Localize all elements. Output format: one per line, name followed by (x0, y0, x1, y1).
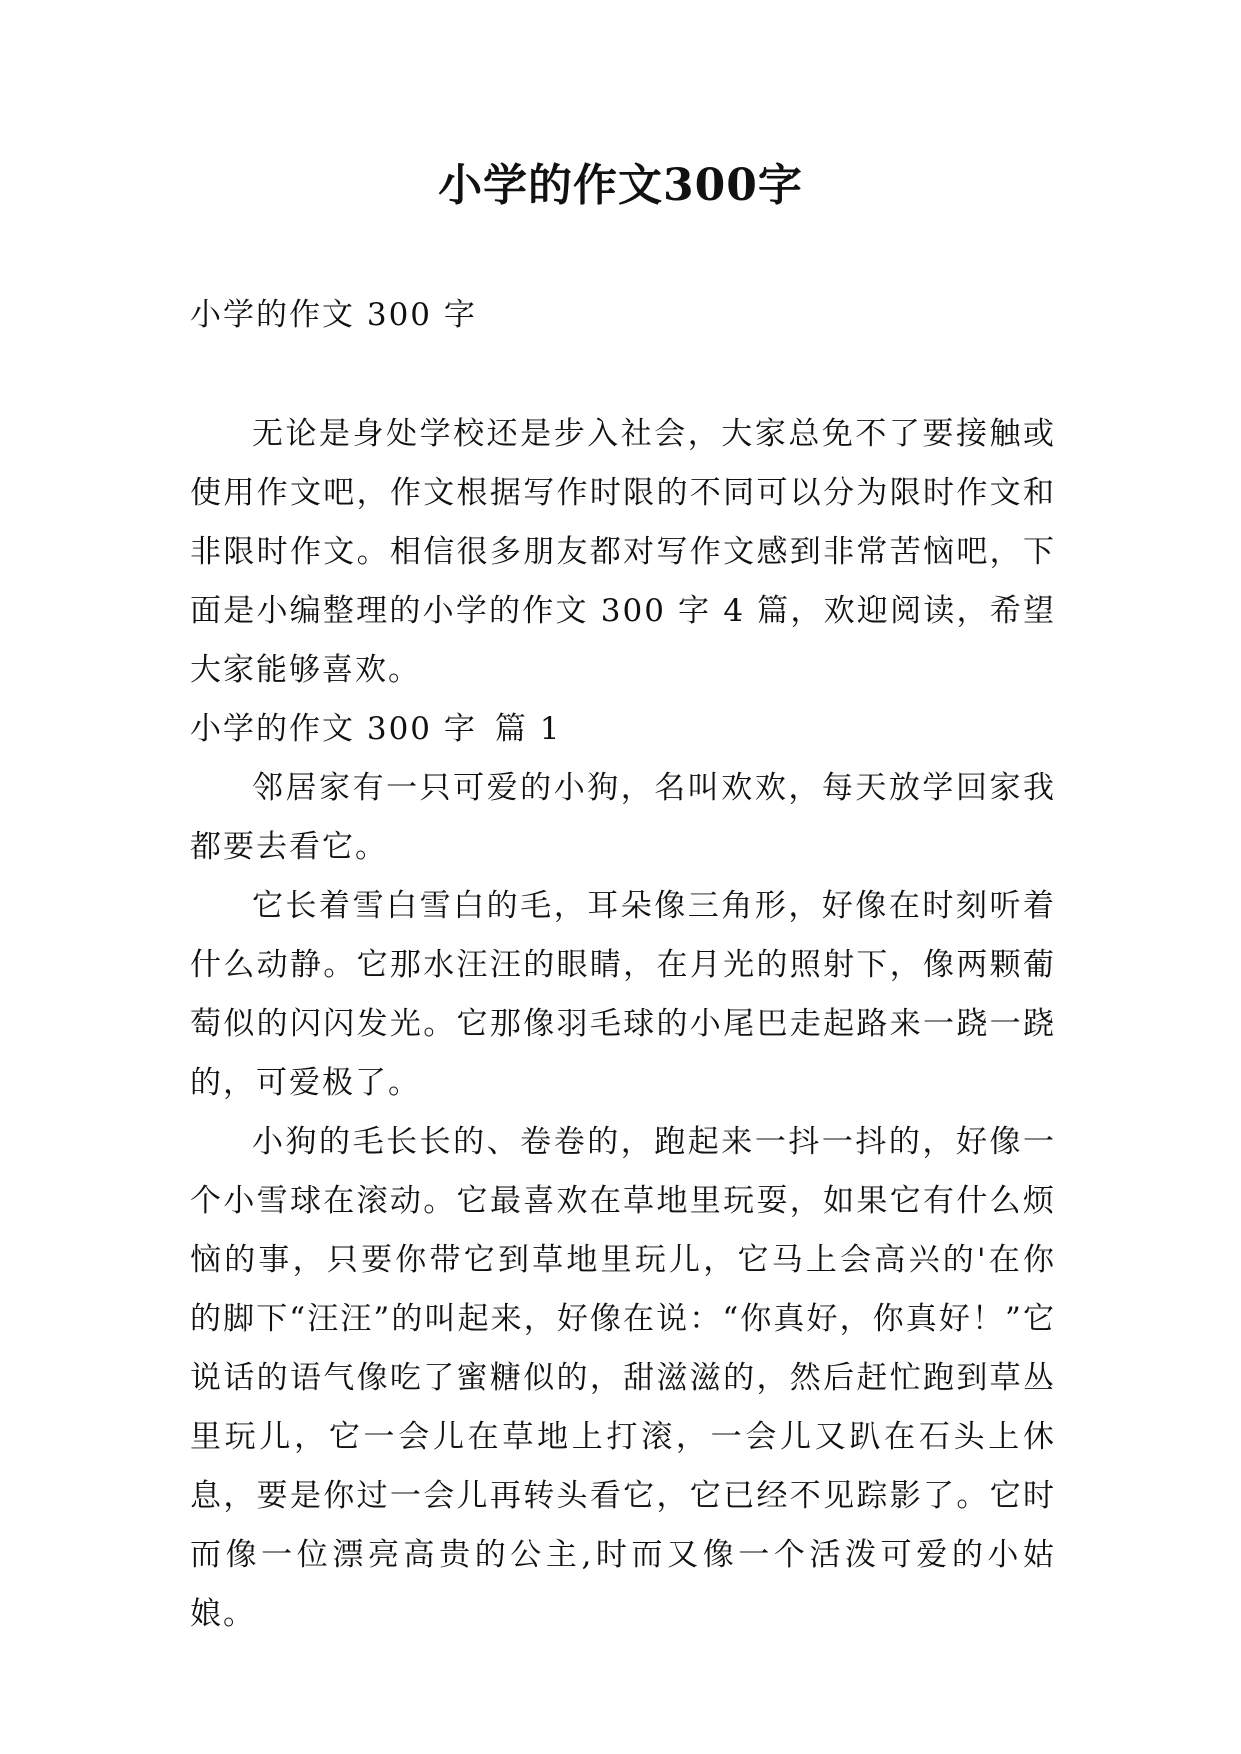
section-heading-text: 小学的作文 300 字 (190, 711, 477, 747)
body-paragraph-3: 小狗的毛长长的、卷卷的，跑起来一抖一抖的，好像一个小雪球在滚动。它最喜欢在草地里玩耍，如果它有什么烦恼的事，只要你带它到草地里玩儿，它马上会高兴的'在你的脚下“汪汪”的叫起来，好像在说：“你真好，你真好！”它说话的语气像吃了蜜糖似的，甜滋滋的，然后赶忙跑到草丛里玩儿，它一会儿在草地上打滚，一会儿又趴在石头上休息，要是你过一会儿再转头看它，它已经不见踪影了。它时而像一位漂亮高贵的公主,时而又像一个活泼可爱的小姑娘。 (190, 1124, 1056, 1632)
body-paragraph-2: 它长着雪白雪白的毛，耳朵像三角形，好像在时刻听着什么动静。它那水汪汪的眼睛，在月光的照射下，像两颗葡萄似的闪闪发光。它那像羽毛球的小尾巴走起路来一跷一跷的，可爱极了。 (190, 888, 1056, 1101)
document-title: 小学的作文300字 (438, 160, 803, 211)
body-paragraph-1: 邻居家有一只可爱的小狗，名叫欢欢，每天放学回家我都要去看它。 (190, 770, 1056, 865)
section-heading (190, 700, 1056, 759)
intro-paragraph: 无论是身处学校还是步入社会，大家总免不了要接触或使用作文吧，作文根据写作时限的不同可以分为限时作文和非限时作文。相信很多朋友都对写作文感到非常苦恼吧，下面是小编整理的小学的作文 300 字 4 篇，欢迎阅读，希望大家能够喜欢。 (190, 416, 1056, 688)
document-body (190, 286, 1056, 1644)
document-subtitle: 小学的作文 300 字 (190, 297, 477, 333)
section-number: 篇 1 (494, 711, 562, 747)
